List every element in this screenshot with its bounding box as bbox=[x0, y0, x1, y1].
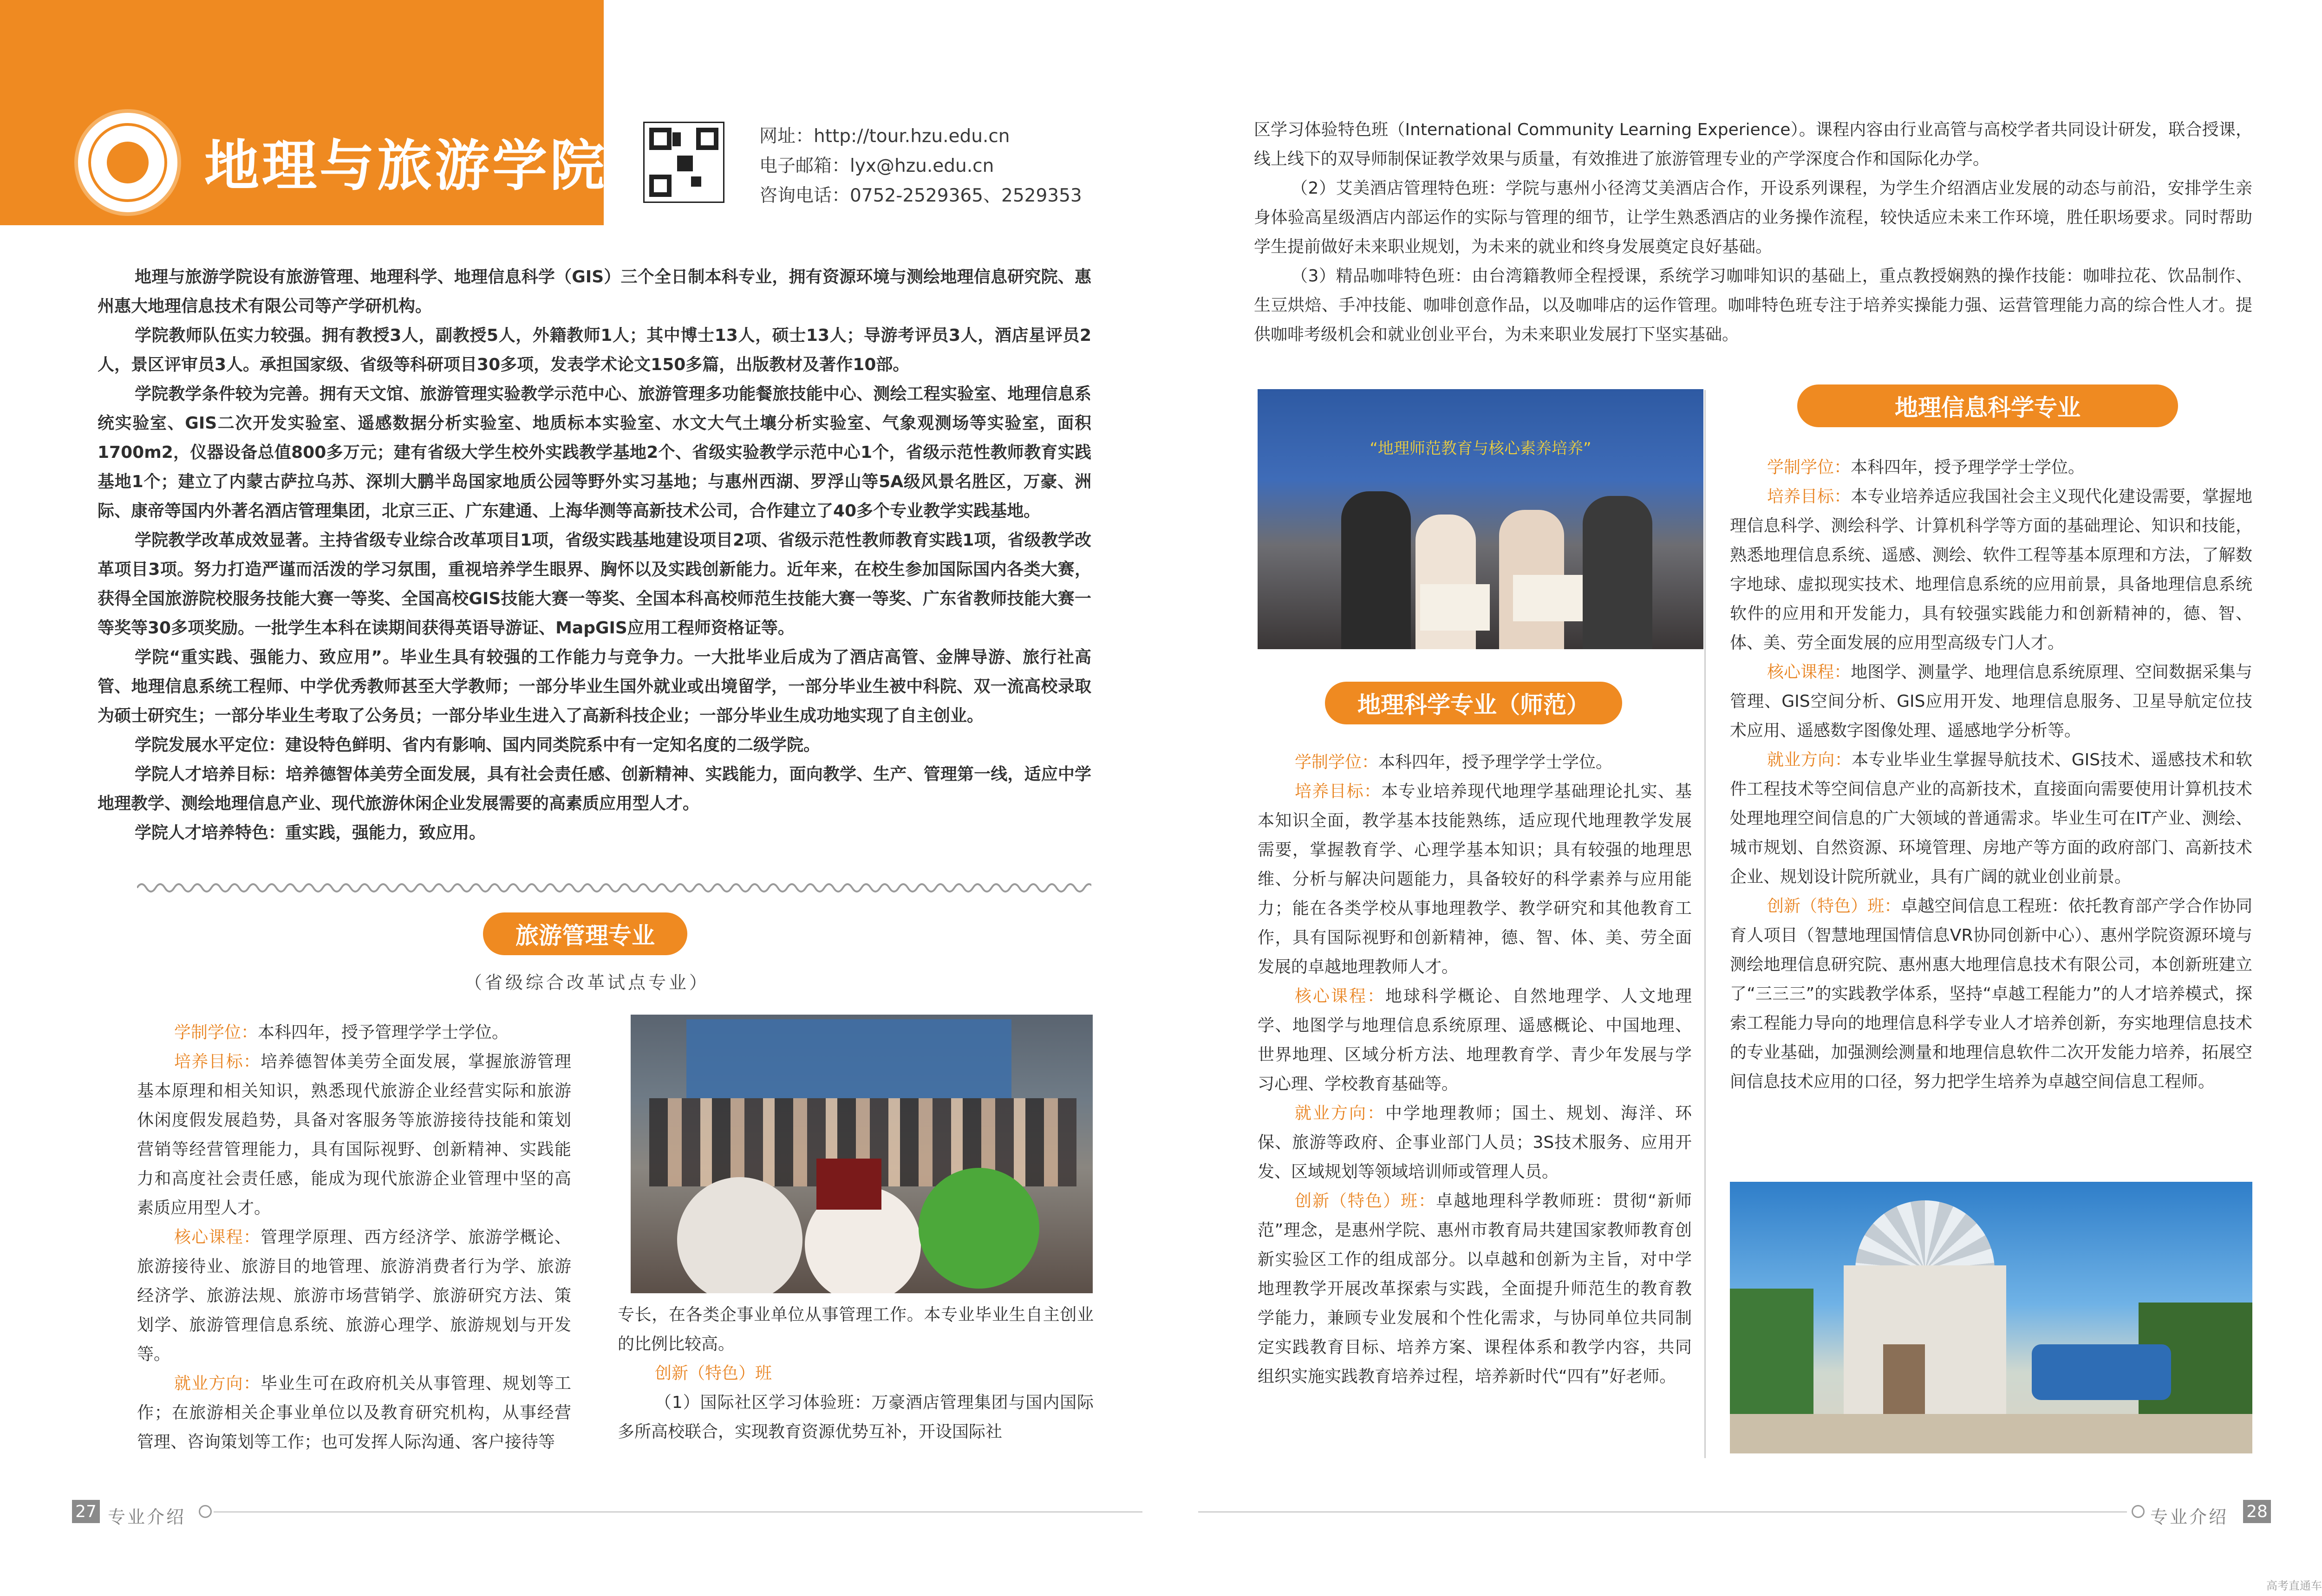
intro-paragraph: 学院教学条件较为完善。拥有天文馆、旅游管理实验教学示范中心、旅游管理多功能餐旅技能中心、测绘工程实验室、地理信息系统实验室、GIS二次开发实验室、遥感数据分析实验室、地质标本实验室、水文大气土壤分析实验室、气象观测场等实验室，面积1700m2，仪器设备总值800多万元；建有省级大学生校外实践教学基地2个、省级实验教学示范中心1个，省级示范性教师教育实践基地1个；建立了内蒙古萨拉乌苏、深圳大鹏半岛国家地质公园等野外实习基地；与惠州西湖、罗浮山等5A级风景名胜区，万豪、洲际、康帝等国内外著名酒店管理集团，北京三正、广东建通、上海华测等高新技术公司，合作建立了40多个专业教学实践基地。 bbox=[98, 384, 1091, 521]
tourism-line-goal: 培养目标：培养德智体美劳全面发展，掌握旅游管理基本原理和相关知识，熟悉现代旅游企业经营实际和旅游休闲度假发展趋势，具备对客服务等旅游接待技能和策划营销等经营管理能力，具有国际视野、创新精神、实践能力和高度社会责任感，能成为现代旅游企业管理中坚的高素质应用型人才。 bbox=[137, 1052, 571, 1218]
intro-section bbox=[98, 262, 1091, 847]
tourism-title-pill: 旅游管理专业 bbox=[483, 912, 687, 955]
footer-dot-icon bbox=[199, 1505, 212, 1518]
email: 电子邮箱：lyx@hzu.edu.cn bbox=[759, 156, 994, 176]
observatory-photo bbox=[1730, 1182, 2252, 1453]
tourism-line-career: 就业方向：毕业生可在政府机关从事管理、规划等工作；在旅游相关企事业单位以及教育研究机构，从事经营管理、咨询策划等工作；也可发挥人际沟通、客户接待等 bbox=[137, 1374, 571, 1452]
intro-paragraph: 学院人才培养特色：重实践，强能力，致应用。 bbox=[135, 823, 486, 842]
gis-column bbox=[1730, 453, 2252, 1096]
tourism-group-photo bbox=[631, 1015, 1093, 1293]
footer-section-label-right: 专业介绍 bbox=[2150, 1507, 2229, 1527]
tourism-innovation-label: 创新（特色）班 bbox=[655, 1364, 772, 1383]
footer-section-label-left: 专业介绍 bbox=[108, 1507, 186, 1527]
tourism-right-column bbox=[618, 1300, 1094, 1446]
tourism-innovation-1-cont: 区学习体验特色班（International Community Learning Experience）。课程内容由行业高管与高校学者共同设计研发，联合授课，线上线下的双导师制保证教学效果与质量，有效推进了旅游管理专业的产学深度合作和国际化办学。 bbox=[1254, 120, 2252, 169]
intro-paragraph: 学院发展水平定位：建设特色鲜明、省内有影响、国内同类院系中有一定知名度的二级学院。 bbox=[135, 736, 821, 755]
gis-line-degree: 学制学位：本科四年，授予理学学士学位。 bbox=[1767, 458, 2085, 477]
tourism-line-courses: 核心课程：管理学原理、西方经济学、旅游学概论、旅游接待业、旅游目的地管理、旅游消费者行为学、旅游经济学、旅游法规、旅游市场营销学、旅游研究方法、策划学、旅游管理信息系统、旅游心理学、旅游规划与开发等。 bbox=[137, 1228, 571, 1364]
geo-award-photo bbox=[1258, 389, 1703, 649]
footer-line-left bbox=[214, 1511, 1142, 1512]
gis-line-innovation: 创新（特色）班：卓越空间信息工程班：依托教育部产学合作协同育人项目（智慧地理国情信息VR协同创新中心）、惠州学院资源环境与测绘地理信息研究院、惠州惠大地理信息技术有限公司，本创新班建立了“三三三”的实践教学体系，坚持“卓越工程能力”的人才培养模式，探索工程能力导向的地理信息科学专业人才培养创新，夯实地理信息技术的专业基础，加强测绘测量和地理信息软件二次开发能力培养，拓展空间信息技术应用的口径，努力把学生培养为卓越空间信息工程师。 bbox=[1730, 897, 2252, 1091]
footer-dot-icon bbox=[2132, 1505, 2145, 1518]
intro-paragraph: 学院人才培养目标：培养德智体美劳全面发展，具有社会责任感、创新精神、实践能力，面向教学、生产、管理第一线，适应中学地理教学、测绘地理信息产业、现代旅游休闲企业发展需要的高素质应用型人才。 bbox=[98, 765, 1091, 813]
page-number-right: 28 bbox=[2243, 1500, 2271, 1523]
gis-title-pill: 地理信息科学专业 bbox=[1797, 384, 2178, 427]
gis-line-courses: 核心课程：地图学、测量学、地理信息系统原理、空间数据采集与管理、GIS空间分析、GIS应用开发、地理信息服务、卫星导航定位技术应用、遥感数字图像处理、遥感地学分析等。 bbox=[1730, 663, 2252, 740]
geo-science-title-pill: 地理科学专业（师范） bbox=[1325, 682, 1622, 724]
photo-banner-text: “地理师范教育与核心素养培养” bbox=[1370, 439, 1591, 458]
tourism-innovation-3: （3）精品咖啡特色班：由台湾籍教师全程授课，系统学习咖啡知识的基础上，重点教授娴熟的操作技能：咖啡拉花、饮品制作、生豆烘焙、手冲技能、咖啡创意作品，以及咖啡店的运作管理。咖啡特色班专注于培养实操能力强、运营管理能力高的综合性人才。提供咖啡考级机会和就业创业平台，为未来职业发展打下坚实基础。 bbox=[1254, 267, 2252, 344]
tourism-left-column bbox=[137, 1018, 571, 1457]
geo-line-career: 就业方向：中学地理教师；国土、规划、海洋、环保、旅游等政府、企事业部门人员；3S技术服务、应用开发、区域规划等领域培训师或管理人员。 bbox=[1258, 1104, 1692, 1181]
intro-paragraph: 学院教师队伍实力较强。拥有教授3人，副教授5人，外籍教师1人；其中博士13人，硕士13人；导游考评员3人，酒店星评员2人，景区评审员3人。承担国家级、省级等科研项目30多项，发表学术论文150多篇，出版教材及著作10部。 bbox=[98, 326, 1091, 374]
gis-line-goal: 培养目标：本专业培养适应我国社会主义现代化建设需要，掌握地理信息科学、测绘科学、计算机科学等方面的基础理论、知识和技能，熟悉地理信息系统、遥感、测绘、软件工程等基本原理和方法，了解数字地球、虚拟现实技术、地理信息系统的应用前景，具备地理信息系统软件的应用和开发能力，具有较强实践能力和创新精神的，德、智、体、美、劳全面发展的应用型高级专门人才。 bbox=[1730, 487, 2252, 652]
watermark: 高考直通车 bbox=[2266, 1579, 2322, 1592]
geo-science-column bbox=[1258, 748, 1692, 1391]
gis-line-career: 就业方向：本专业毕业生掌握导航技术、GIS技术、遥感技术和软件工程技术等空间信息产业的高新技术，直接面向需要使用计算机技术处理地理空间信息的广大领域的普通需求。毕业生可在IT产业、测绘、城市规划、自然资源、环境管理、房地产等方面的政府部门、高新技术企业、规划设计院所就业，具有广阔的就业创业前景。 bbox=[1730, 750, 2252, 886]
tourism-innovation-2: （2）艾美酒店管理特色班：学院与惠州小径湾艾美酒店合作，开设系列课程，为学生介绍酒店业发展的动态与前沿，安排学生亲身体验高星级酒店内部运作的实际与管理的细节，让学生熟悉酒店的业务操作流程，较快适应未来工作环境，胜任职场要求。同时帮助学生提前做好未来职业规划，为未来的就业和终身发展奠定良好基础。 bbox=[1254, 179, 2252, 256]
column-divider bbox=[1704, 390, 1706, 1458]
geo-line-goal: 培养目标：本专业培养现代地理学基础理论扎实、基本知识全面，教学基本技能熟练，适应现代地理教学发展需要，掌握教育学、心理学基本知识；具有较强的地理思维、分析与解决问题能力，具备较好的科学素养与应用能力；能在各类学校从事地理教学、教学研究和其他教育工作，具有国际视野和创新精神，德、智、体、美、劳全面发展的卓越地理教师人才。 bbox=[1258, 782, 1692, 977]
footer-line-right bbox=[1198, 1511, 2127, 1512]
tourism-subtitle: （省级综合改革试点专业） bbox=[464, 972, 710, 993]
phone: 咨询电话：0752-2529365、2529353 bbox=[759, 185, 1082, 206]
website: 网址：http://tour.hzu.edu.cn bbox=[759, 126, 1010, 147]
geo-line-degree: 学制学位：本科四年，授予理学学士学位。 bbox=[1295, 753, 1613, 772]
college-title: 地理与旅游学院 bbox=[204, 134, 608, 198]
tourism-innovation-1: （1）国际社区学习体验班：万豪酒店管理集团与国内国际多所高校联合，实现教育资源优势互补，开设国际社 bbox=[618, 1393, 1094, 1441]
wavy-divider bbox=[137, 879, 1091, 897]
intro-paragraph: 地理与旅游学院设有旅游管理、地理科学、地理信息科学（GIS）三个全日制本科专业，拥有资源环境与测绘地理信息研究院、惠州惠大地理信息技术有限公司等产学研机构。 bbox=[98, 267, 1091, 316]
tourism-line-degree: 学制学位：本科四年，授予管理学学士学位。 bbox=[174, 1023, 509, 1042]
university-seal-icon bbox=[74, 109, 181, 216]
qr-code-icon bbox=[643, 122, 724, 203]
intro-paragraph: 学院教学改革成效显著。主持省级专业综合改革项目1项，省级实践基地建设项目2项、省级示范性教师教育实践1项，省级教学改革项目3项。努力打造严谨而活泼的学习氛围，重视培养学生眼界、胸怀以及实践创新能力。近年来，在校生参加国际国内各类大赛，获得全国旅游院校服务技能大赛一等奖、全国高校GIS技能大赛一等奖、全国本科高校师范生技能大赛一等奖、广东省教师技能大赛一等奖等30多项奖励。一批学生本科在读期间获得英语导游证、MapGIS应用工程师资格证等。 bbox=[98, 531, 1091, 638]
geo-line-courses: 核心课程：地球科学概论、自然地理学、人文地理学、地图学与地理信息系统原理、遥感概论、中国地理、世界地理、区域分析方法、地理教育学、青少年发展与学习心理、学校教育基础等。 bbox=[1258, 987, 1692, 1094]
intro-paragraph: 学院“重实践、强能力、致应用”。毕业生具有较强的工作能力与竞争力。一大批毕业后成为了酒店高管、金牌导游、旅行社高管、地理信息系统工程师、中学优秀教师甚至大学教师；一部分毕业生国外就业或出境留学，一部分毕业生被中科院、双一流高校录取为硕士研究生；一部分毕业生考取了公务员；一部分毕业生进入了高新科技企业；一部分毕业生成功地实现了自主创业。 bbox=[98, 648, 1091, 725]
tourism-career-continued: 专长，在各类企事业单位从事管理工作。本专业毕业生自主创业的比例比较高。 bbox=[618, 1305, 1094, 1354]
tourism-continued bbox=[1254, 115, 2252, 349]
geo-line-innovation: 创新（特色）班：卓越地理科学教师班：贯彻“新师范”理念，是惠州学院、惠州市教育局共建国家教师教育创新实验区工作的组成部分。以卓越和创新为主旨，对中学地理教学开展改革探索与实践，全面提升师范生的教育教学能力，兼顾专业发展和个性化需求，与协同单位共同制定实践教育目标、培养方案、课程体系和教学内容，共同组织实施实践教育培养过程，培养新时代“四有”好老师。 bbox=[1258, 1192, 1692, 1386]
page-number-left: 27 bbox=[72, 1500, 100, 1523]
